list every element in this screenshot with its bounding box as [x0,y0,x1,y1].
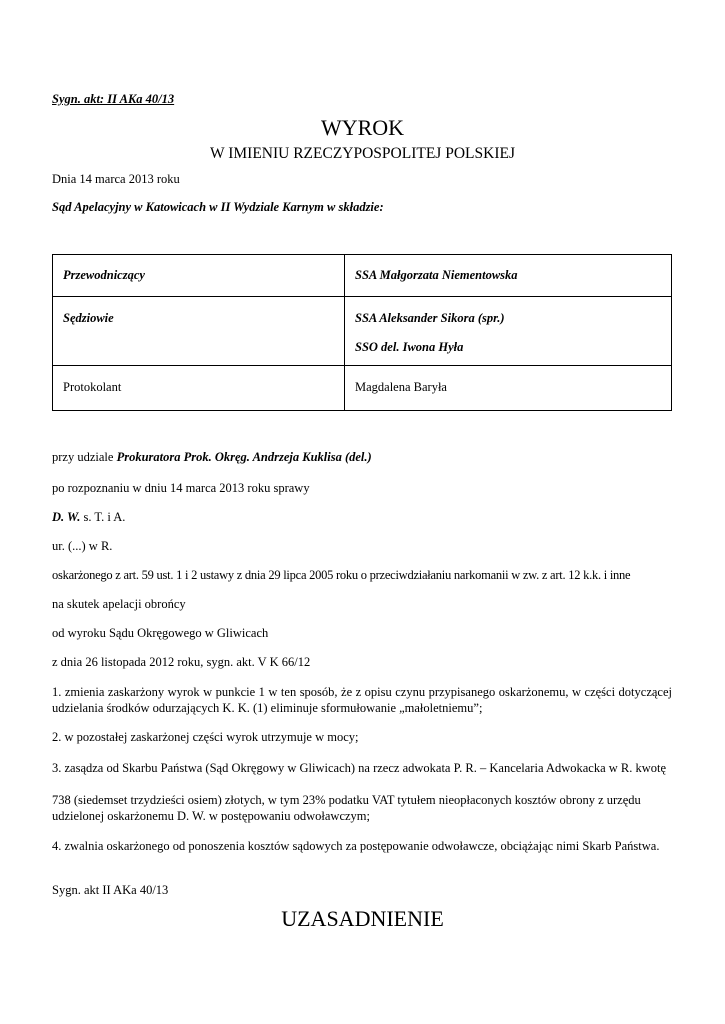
defendant-parents: s. T. i A. [80,510,126,524]
court-composition-heading: Sąd Apelacyjny w Katowicach w II Wydziale Karnym w składzie: [52,200,384,214]
ruling-item-1: 1. zmienia zaskarżony wyrok w punkcie 1 w ten sposób, że z opisu czynu przypisanego oskarżonemu, w części dotyczącej udzielania środków odurzających K. K. (1) eliminuje sformułowanie „małoletniemu”; [52,685,672,715]
document-title: WYROK [320,115,405,140]
document-subtitle: W IMIENIU RZECZYPOSPOLITEJ POLSKIEJ [210,145,515,162]
case-signature-repeat: Sygn. akt II AKa 40/13 [52,883,169,897]
appeal-line: na skutek apelacji obrońcy [52,597,186,611]
table-row [53,366,672,411]
birth-line: ur. (...) w R. [52,539,113,553]
prosecutor-name: Prokuratora Prok. Okręg. Andrzeja Kuklisa (del.) [116,450,372,464]
lower-judgment-date-line: z dnia 26 listopada 2012 roku, sygn. akt. V K 66/12 [52,655,311,669]
judges-label: Sędziowie [53,297,345,366]
justification-heading: UZASADNIENIE [281,906,444,931]
judge-name: SSO del. Iwona Hyła [355,340,464,354]
judges-cell [345,297,672,366]
defendant-line [52,510,125,525]
lower-court-line: od wyroku Sądu Okręgowego w Gliwicach [52,626,269,640]
clerk-label: Protokolant [53,366,345,411]
prosecutor-prefix: przy udziale [52,450,117,464]
table-row [53,255,672,297]
bench-table [52,254,672,411]
judge-name: SSA Aleksander Sikora (spr.) [355,311,505,325]
charge-line: oskarżonego z art. 59 ust. 1 i 2 ustawy z dnia 29 lipca 2005 roku o przeciwdziałaniu narkomanii w zw. z art. 12 k.k. i inne [52,568,631,582]
ruling-item-2: 2. w pozostałej zaskarżonej części wyrok utrzymuje w mocy; [52,730,359,744]
presiding-label: Przewodniczący [53,255,345,297]
presiding-name: SSA Małgorzata Niementowska [345,255,672,297]
ruling-item-3-line-1: 3. zasądza od Skarbu Państwa (Sąd Okręgowy w Gliwicach) na rzecz adwokata P. R. – Kancelaria Adwokacka w R. kwotę [52,761,667,775]
clerk-name: Magdalena Baryła [345,366,672,411]
defendant-name: D. W. [52,510,81,524]
table-row [53,297,672,366]
judgment-date: Dnia 14 marca 2013 roku [52,172,180,186]
hearing-line: po rozpoznaniu w dniu 14 marca 2013 roku sprawy [52,481,310,495]
ruling-item-3-line-2: 738 (siedemset trzydzieści osiem) złotych, w tym 23% podatku VAT tytułem nieopłaconych kosztów obrony z urzędu udzielonej oskarżonemu D. W. w postępowaniu odwoławczym; [52,793,641,823]
prosecutor-line [52,450,372,465]
ruling-item-4: 4. zwalnia oskarżonego od ponoszenia kosztów sądowych za postępowanie odwoławcze, obciążając nimi Skarb Państwa. [52,839,660,853]
case-signature: Sygn. akt: II AKa 40/13 [52,92,175,106]
